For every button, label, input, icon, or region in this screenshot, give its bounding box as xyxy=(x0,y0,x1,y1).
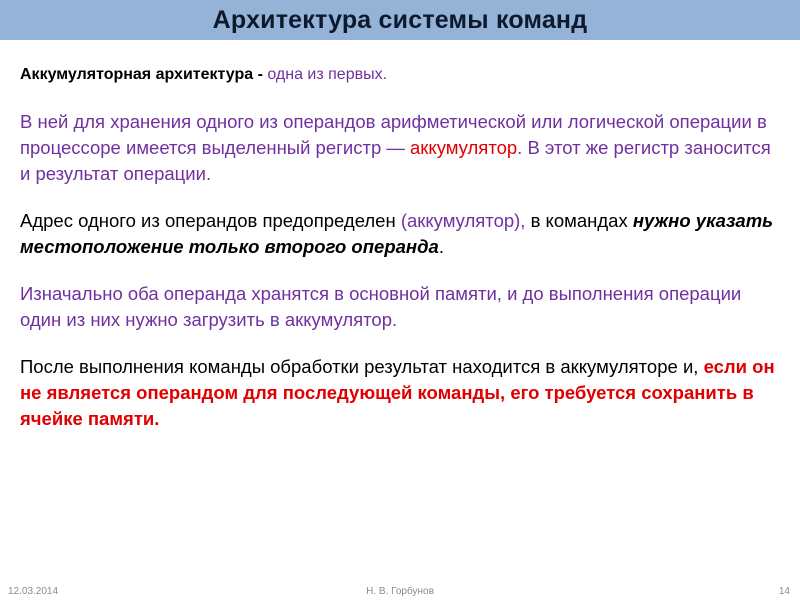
paragraph-definition xyxy=(20,62,782,88)
paragraph-text: Изначально оба операнда хранятся в основной памяти, и до выполнения операции один из них нужно загрузить в аккумулятор. xyxy=(20,283,742,330)
accumulator-highlight: аккумулятор xyxy=(410,137,518,158)
title-bar xyxy=(0,0,800,40)
emphasis-text: нужно указать местоположение только второго операнда xyxy=(20,210,774,257)
paragraph-text: После выполнения команды обработки результат находится в аккумуляторе и, xyxy=(20,356,704,377)
paragraph-text-end: . В этот же регистр заносится и результат операции. xyxy=(20,137,771,184)
footer-author: Н. В. Горбунов xyxy=(366,586,434,597)
page-number: 14 xyxy=(778,586,790,597)
term-accumulator-architecture: Аккумуляторная архитектура xyxy=(20,66,254,83)
paragraph-accumulator-register xyxy=(20,109,782,187)
paragraph-operand-storage xyxy=(20,281,782,333)
paragraph-text: В ней для хранения одного из операндов арифметической или логической операции в процессоре имеется выделенный регистр — xyxy=(20,111,767,158)
red-emphasis: если он не является операндом для последующей команды, его требуется сохранить в ячейке памяти. xyxy=(20,356,775,429)
paragraph-text-end: . xyxy=(438,236,444,257)
accumulator-highlight: (аккумулятор), xyxy=(400,210,526,231)
term-dash: - xyxy=(253,66,268,83)
paragraph-operand-address xyxy=(20,208,782,260)
paragraph-result-storage xyxy=(20,354,782,432)
paragraph-text-middle: в командах xyxy=(525,210,633,231)
slide-body xyxy=(20,62,782,453)
paragraph-text: Адрес одного из операндов предопределен xyxy=(20,210,401,231)
slide-title: Архитектура системы команд xyxy=(212,5,588,34)
definition-text: одна из первых. xyxy=(267,66,388,83)
footer-date: 12.03.2014 xyxy=(8,586,59,597)
